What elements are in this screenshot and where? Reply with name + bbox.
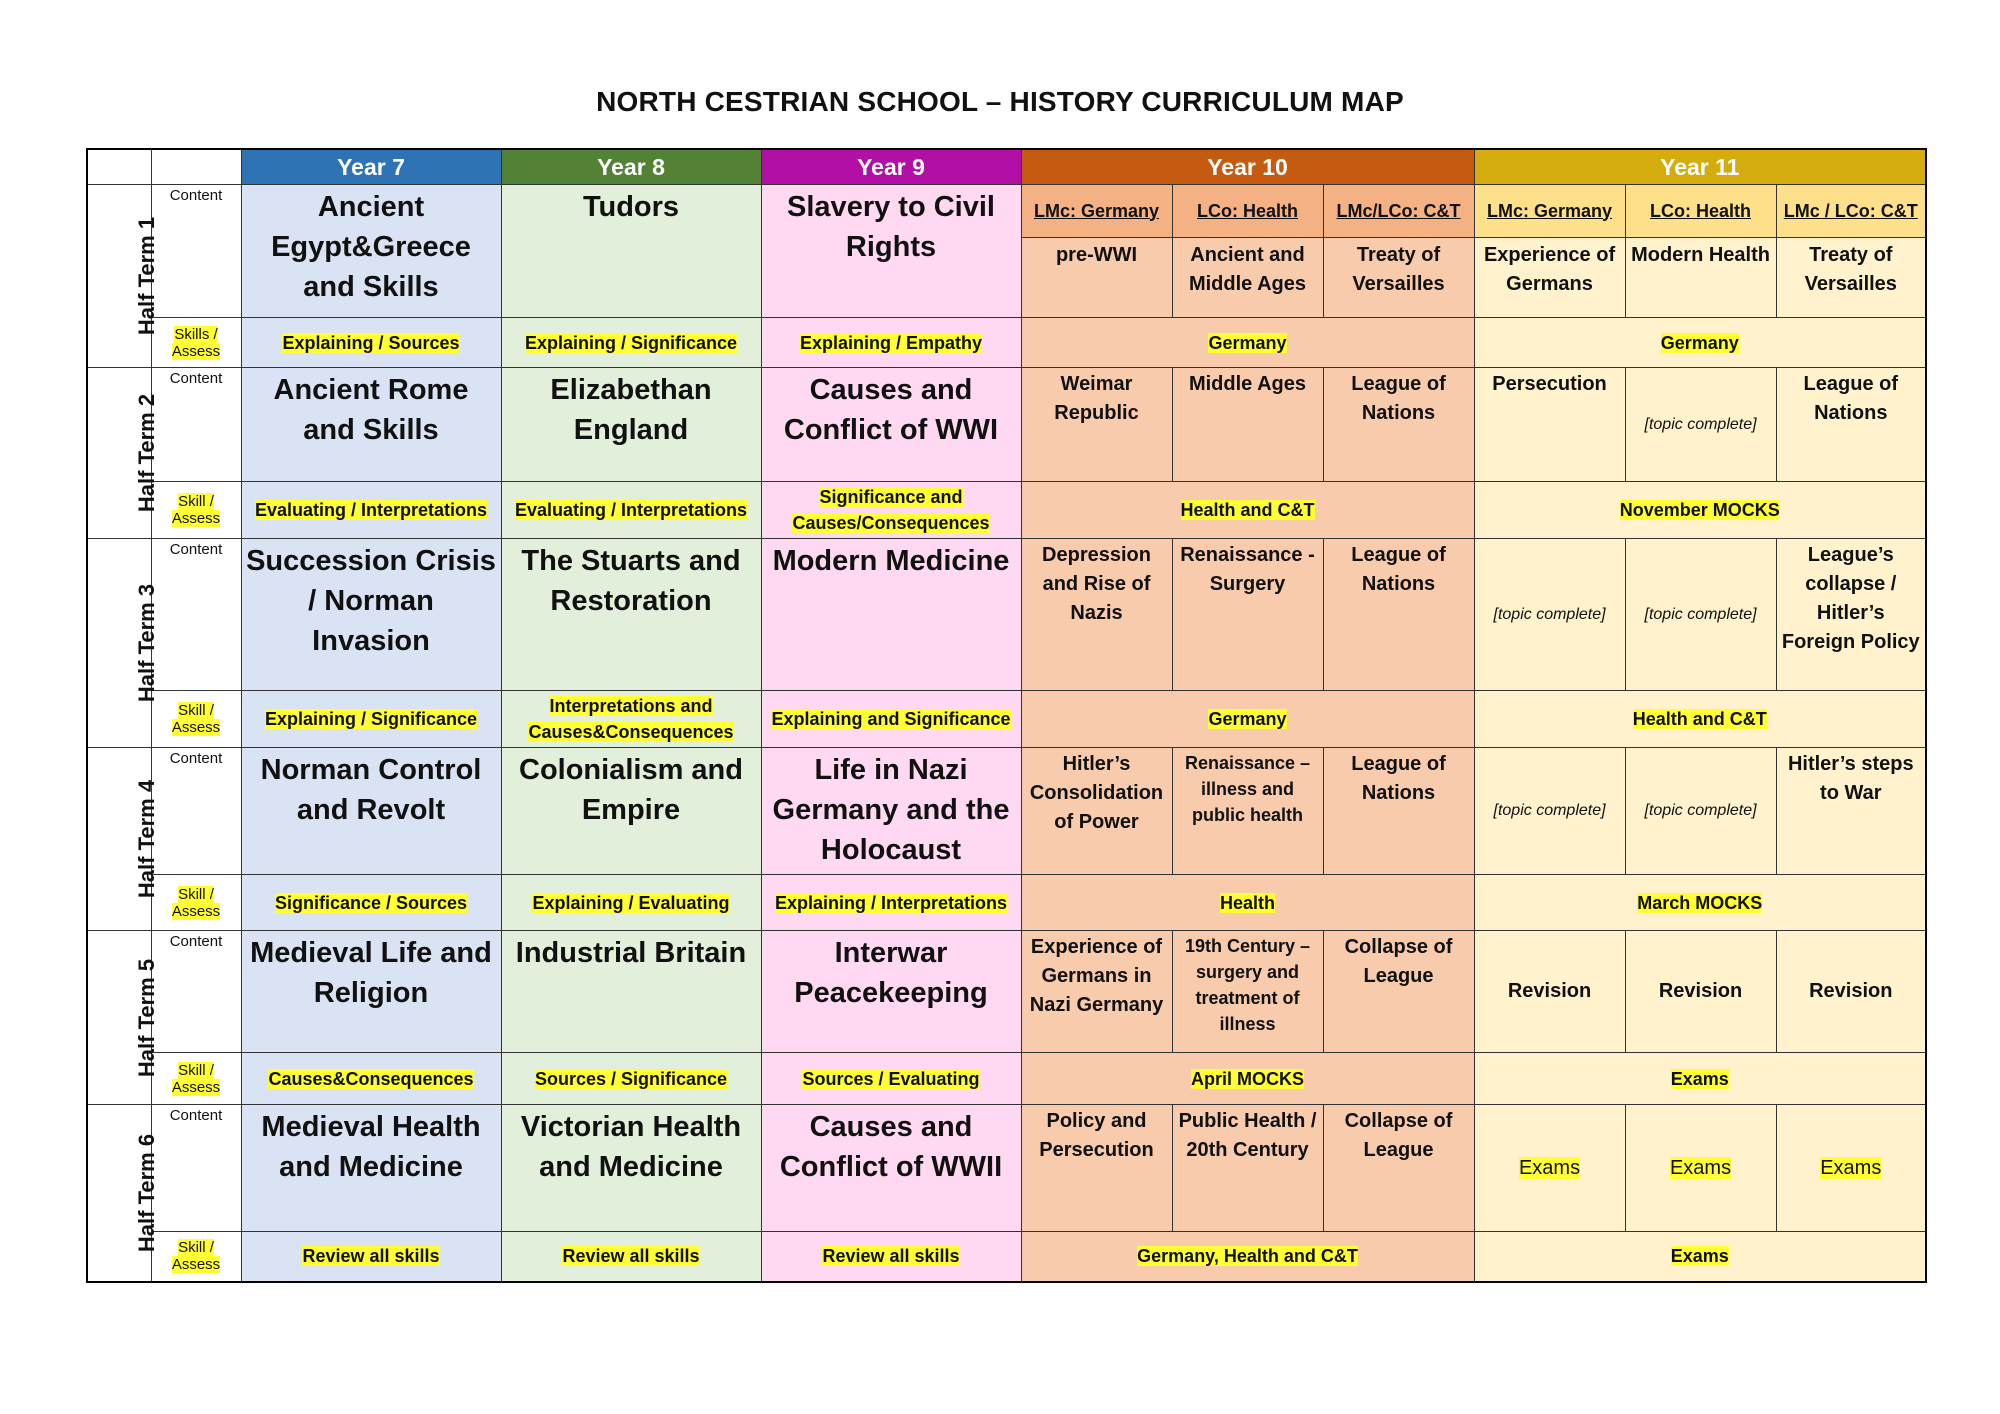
term-content-row xyxy=(87,931,1926,1053)
year10-skills xyxy=(1021,1232,1474,1282)
year-header-11: Year 11 xyxy=(1474,149,1926,185)
year10-skills xyxy=(1021,875,1474,931)
year10-topic: League of Nations xyxy=(1323,368,1474,482)
year11-paper-header: LCo: Health xyxy=(1626,185,1776,238)
year10-topic: League of Nations xyxy=(1323,539,1474,691)
year11-topic: Revision xyxy=(1474,931,1625,1053)
year7-skills-text: Causes&Consequences xyxy=(268,1068,474,1089)
page-title: NORTH CESTRIAN SCHOOL – HISTORY CURRICULUM MAP xyxy=(596,86,1404,117)
year10-topic: Collapse of League xyxy=(1323,1105,1474,1232)
year9-skills xyxy=(761,482,1021,539)
skills-row-label xyxy=(151,318,241,368)
year9-topic: Life in Nazi Germany and the Holocaust xyxy=(761,748,1021,875)
year9-skills xyxy=(761,318,1021,368)
year9-skills-text: Explaining and Significance xyxy=(771,709,1011,729)
content-row-label: Content xyxy=(151,748,241,875)
year11-skills xyxy=(1474,318,1926,368)
year9-skills-text: Sources / Evaluating xyxy=(802,1068,980,1089)
year11-topic: [topic complete] xyxy=(1625,539,1776,691)
year10-topic: pre-WWI xyxy=(1055,244,1138,266)
half-term-label-text: Half Term 6 xyxy=(134,1133,160,1252)
term-content-row xyxy=(87,1105,1926,1232)
year11-paper-header: LMc: Germany xyxy=(1475,185,1625,238)
year11-paper-1 xyxy=(1474,185,1625,318)
term-content-row xyxy=(87,185,1926,318)
term-skills-row xyxy=(87,318,1926,368)
year10-skills xyxy=(1021,318,1474,368)
year10-topic: Policy and Persecution xyxy=(1021,1105,1172,1232)
year10-topic: Renaissance – illness and public health xyxy=(1172,748,1323,875)
year8-skills xyxy=(501,691,761,748)
year8-skills xyxy=(501,318,761,368)
year7-skills-text: Evaluating / Interpretations xyxy=(254,500,488,520)
year10-topic: Hitler’s Consolidation of Power xyxy=(1021,748,1172,875)
year11-topic: Treaty of Versailles xyxy=(1804,244,1897,295)
year10-skills-text: April MOCKS xyxy=(1191,1068,1305,1089)
year11-skills xyxy=(1474,875,1926,931)
year11-skills xyxy=(1474,1053,1926,1105)
year10-topic: Middle Ages xyxy=(1172,368,1323,482)
term-skills-row xyxy=(87,482,1926,539)
year9-skills xyxy=(761,875,1021,931)
content-row-label: Content xyxy=(151,185,241,318)
half-term-label xyxy=(87,185,160,368)
term-skills-row xyxy=(87,1232,1926,1282)
year11-topic: Persecution xyxy=(1474,368,1625,482)
year11-topic xyxy=(1474,1105,1625,1232)
half-term-label xyxy=(87,539,160,748)
year11-topic: Modern Health xyxy=(1631,244,1770,266)
year11-paper-header: LMc / LCo: C&T xyxy=(1777,185,1926,238)
year10-topic: Renaissance - Surgery xyxy=(1172,539,1323,691)
year9-skills xyxy=(761,1053,1021,1105)
year9-topic: Modern Medicine xyxy=(761,539,1021,691)
skills-row-label xyxy=(151,691,241,748)
half-term-label-text: Half Term 2 xyxy=(134,393,160,513)
year10-topic: Ancient and Middle Ages xyxy=(1188,244,1307,295)
year11-topic: [topic complete] xyxy=(1625,368,1776,482)
curriculum-map-table xyxy=(86,148,1927,1283)
year11-paper-3 xyxy=(1776,185,1926,318)
year9-topic: Interwar Peacekeeping xyxy=(761,931,1021,1053)
half-term-label xyxy=(87,748,160,931)
year11-topic: Hitler’s steps to War xyxy=(1776,748,1926,875)
year11-topic-text: Exams xyxy=(1669,1156,1732,1179)
year10-skills-text: Germany xyxy=(1208,332,1287,353)
year10-skills xyxy=(1021,1053,1474,1105)
year11-paper-2 xyxy=(1625,185,1776,318)
year8-skills xyxy=(501,875,761,931)
content-row-label: Content xyxy=(151,931,241,1053)
term-content-row xyxy=(87,539,1926,691)
year7-topic: Norman Control and Revolt xyxy=(241,748,501,875)
year11-topic-text: Exams xyxy=(1820,1156,1882,1179)
year7-skills-text: Explaining / Significance xyxy=(264,709,478,729)
skills-row-label xyxy=(151,875,241,931)
half-term-label xyxy=(87,931,160,1105)
year10-topic: Collapse of League xyxy=(1323,931,1474,1053)
year10-topic: League of Nations xyxy=(1323,748,1474,875)
year8-skills-text: Sources / Significance xyxy=(534,1068,728,1089)
year10-skills xyxy=(1021,691,1474,748)
term-content-row xyxy=(87,368,1926,482)
year11-topic: [topic complete] xyxy=(1474,539,1625,691)
year11-topic: Revision xyxy=(1625,931,1776,1053)
year10-skills-text: Health and C&T xyxy=(1180,500,1315,520)
year7-topic: Succession Crisis / Norman Invasion xyxy=(241,539,501,691)
year11-topic: Revision xyxy=(1776,931,1926,1053)
year11-topic: [topic complete] xyxy=(1474,748,1625,875)
year11-topic xyxy=(1625,1105,1776,1232)
year9-topic: Causes and Conflict of WWII xyxy=(761,1105,1021,1232)
year-header-row xyxy=(87,149,1926,185)
year10-skills-text: Germany, Health and C&T xyxy=(1137,1246,1358,1267)
year8-skills-text: Evaluating / Interpretations xyxy=(514,500,748,520)
year8-topic: Tudors xyxy=(501,185,761,318)
year9-topic: Slavery to Civil Rights xyxy=(761,185,1021,318)
year10-skills-text: Germany xyxy=(1208,709,1287,729)
year10-paper-header: LCo: Health xyxy=(1173,185,1323,238)
year11-skills-text: Exams xyxy=(1670,1246,1729,1267)
half-term-label-text: Half Term 4 xyxy=(134,779,160,899)
year10-paper-2 xyxy=(1172,185,1323,318)
skills-row-label xyxy=(151,482,241,539)
year9-skills-text: Explaining / Empathy xyxy=(799,332,983,353)
year7-skills xyxy=(241,1232,501,1282)
year11-skills-text: Germany xyxy=(1660,332,1739,353)
year8-skills xyxy=(501,1053,761,1105)
year9-skills-text: Review all skills xyxy=(822,1246,960,1267)
year8-topic: Industrial Britain xyxy=(501,931,761,1053)
year10-paper-header: LMc/LCo: C&T xyxy=(1324,185,1474,238)
year8-skills xyxy=(501,1232,761,1282)
skills-row-label-text: Skill / Assess xyxy=(171,885,221,920)
year8-skills-text: Review all skills xyxy=(562,1246,700,1267)
year8-topic: Victorian Health and Medicine xyxy=(501,1105,761,1232)
year7-skills-text: Significance / Sources xyxy=(274,892,468,913)
year8-skills-text: Interpretations and Causes&Consequences xyxy=(528,696,734,742)
year10-skills xyxy=(1021,482,1474,539)
skills-row-label xyxy=(151,1053,241,1105)
year10-paper-header: LMc: Germany xyxy=(1022,185,1172,238)
year9-topic: Causes and Conflict of WWI xyxy=(761,368,1021,482)
skills-row-label-text: Skills / Assess xyxy=(171,325,221,360)
corner-cell xyxy=(87,149,151,185)
skills-row-label-text: Skill / Assess xyxy=(171,702,221,736)
year11-topic: League’s collapse / Hitler’s Foreign Policy xyxy=(1776,539,1926,691)
year7-skills xyxy=(241,691,501,748)
half-term-label xyxy=(87,368,160,539)
year10-topic: Depression and Rise of Nazis xyxy=(1021,539,1172,691)
year10-topic: Treaty of Versailles xyxy=(1352,244,1445,295)
year11-topic: [topic complete] xyxy=(1625,748,1776,875)
term-skills-row xyxy=(87,875,1926,931)
year10-topic: Experience of Germans in Nazi Germany xyxy=(1021,931,1172,1053)
year7-skills-text: Explaining / Sources xyxy=(282,332,460,353)
year7-topic: Ancient Rome and Skills xyxy=(241,368,501,482)
half-term-label xyxy=(87,1105,160,1282)
term-skills-row xyxy=(87,1053,1926,1105)
year11-skills xyxy=(1474,1232,1926,1282)
year8-topic: Elizabethan England xyxy=(501,368,761,482)
year11-skills xyxy=(1474,691,1926,748)
year9-skills xyxy=(761,691,1021,748)
year7-topic: Medieval Health and Medicine xyxy=(241,1105,501,1232)
year11-skills xyxy=(1474,482,1926,539)
year10-topic: 19th Century – surgery and treatment of illness xyxy=(1172,931,1323,1053)
half-term-label-text: Half Term 3 xyxy=(134,583,160,703)
skills-row-label-text: Skill / Assess xyxy=(171,1061,221,1096)
year11-topic: League of Nations xyxy=(1776,368,1926,482)
skills-row-label-text: Skill / Assess xyxy=(171,493,221,527)
corner-cell-2 xyxy=(151,149,241,185)
content-row-label: Content xyxy=(151,539,241,691)
year11-skills-text: November MOCKS xyxy=(1619,500,1780,520)
year8-skills-text: Explaining / Significance xyxy=(524,332,738,353)
year8-skills-text: Explaining / Evaluating xyxy=(532,892,730,913)
year-header-9: Year 9 xyxy=(761,149,1021,185)
year-header-8: Year 8 xyxy=(501,149,761,185)
year10-paper-3 xyxy=(1323,185,1474,318)
content-row-label: Content xyxy=(151,368,241,482)
half-term-label-text: Half Term 1 xyxy=(134,216,160,336)
year7-skills-text: Review all skills xyxy=(302,1246,440,1267)
year10-skills-text: Health xyxy=(1220,892,1276,913)
year7-skills xyxy=(241,1053,501,1105)
year10-topic: Weimar Republic xyxy=(1021,368,1172,482)
year9-skills-text: Explaining / Interpretations xyxy=(774,892,1008,913)
year-header-10: Year 10 xyxy=(1021,149,1474,185)
year10-topic: Public Health / 20th Century xyxy=(1172,1105,1323,1232)
year7-skills xyxy=(241,318,501,368)
year11-topic: Experience of Germans xyxy=(1483,244,1616,295)
year11-topic-text: Exams xyxy=(1518,1156,1581,1179)
half-term-label-text: Half Term 5 xyxy=(134,958,160,1077)
year8-topic: The Stuarts and Restoration xyxy=(501,539,761,691)
content-row-label: Content xyxy=(151,1105,241,1232)
year9-skills xyxy=(761,1232,1021,1282)
skills-row-label-text: Skill / Assess xyxy=(171,1239,221,1274)
year9-skills-text: Significance and Causes/Consequences xyxy=(792,487,990,533)
skills-row-label xyxy=(151,1232,241,1282)
year7-topic: Ancient Egypt&Greece and Skills xyxy=(241,185,501,318)
year10-paper-1 xyxy=(1021,185,1172,318)
year7-topic: Medieval Life and Religion xyxy=(241,931,501,1053)
year8-topic: Colonialism and Empire xyxy=(501,748,761,875)
year7-skills xyxy=(241,875,501,931)
year11-skills-text: March MOCKS xyxy=(1637,892,1763,913)
term-content-row xyxy=(87,748,1926,875)
term-skills-row xyxy=(87,691,1926,748)
year8-skills xyxy=(501,482,761,539)
year-header-7: Year 7 xyxy=(241,149,501,185)
year7-skills xyxy=(241,482,501,539)
year11-topic xyxy=(1776,1105,1926,1232)
year11-skills-text: Exams xyxy=(1670,1068,1729,1089)
year11-skills-text: Health and C&T xyxy=(1632,709,1767,729)
